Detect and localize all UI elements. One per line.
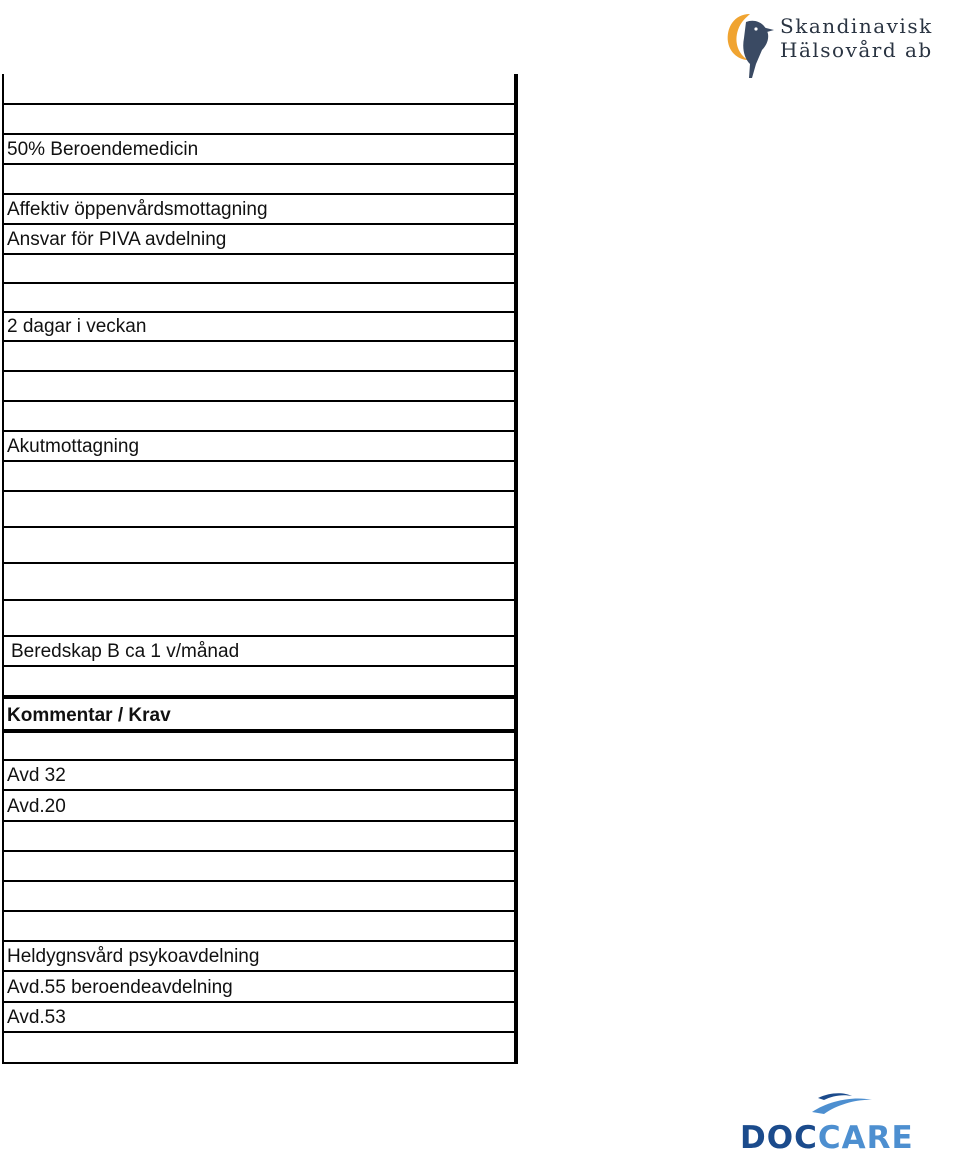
table-row	[2, 941, 518, 971]
table-row	[2, 371, 518, 401]
row-divider	[2, 223, 518, 225]
doc-care-logo	[740, 1090, 940, 1156]
row-text: Avd.20	[7, 796, 66, 817]
table-row	[2, 851, 518, 881]
table-row	[2, 224, 518, 254]
row-text: 2 dagar i veckan	[7, 316, 147, 337]
row-text: Affektiv öppenvårdsmottagning	[7, 199, 268, 220]
table-row	[2, 760, 518, 790]
table-row	[2, 971, 518, 1002]
row-text: 50% Beroendemedicin	[7, 139, 199, 160]
table-row	[2, 491, 518, 527]
row-divider	[2, 526, 518, 528]
row-divider	[2, 193, 518, 195]
table-row	[2, 881, 518, 911]
row-divider	[2, 759, 518, 761]
row-divider	[2, 430, 518, 432]
row-text: Heldygnsvård psykoavdelning	[7, 946, 260, 967]
table-row	[2, 636, 518, 666]
table-row	[2, 104, 518, 134]
skandinavisk-halsovard-logo	[722, 8, 954, 80]
table-row	[2, 730, 518, 760]
logo-doc-text: DOC	[740, 1120, 818, 1156]
table-row	[2, 312, 518, 341]
table-row	[2, 821, 518, 851]
row-text: Avd.53	[7, 1007, 66, 1028]
row-divider	[2, 400, 518, 402]
table-row	[2, 431, 518, 461]
row-text: Ansvar för PIVA avdelning	[7, 229, 227, 250]
row-divider	[2, 490, 518, 492]
bird-logo-icon	[722, 8, 778, 80]
row-divider	[2, 1001, 518, 1003]
content-column	[2, 74, 518, 1064]
table-row	[2, 194, 518, 224]
row-divider	[2, 695, 518, 699]
row-divider	[2, 880, 518, 882]
table-row	[2, 401, 518, 431]
table-row	[2, 283, 518, 312]
row-divider	[2, 340, 518, 342]
table-row	[2, 134, 518, 164]
row-divider	[2, 940, 518, 942]
row-divider	[2, 253, 518, 255]
row-divider	[2, 562, 518, 564]
table-row	[2, 254, 518, 283]
row-divider	[2, 133, 518, 135]
table-row	[2, 790, 518, 821]
table-row	[2, 600, 518, 636]
row-divider	[2, 910, 518, 912]
table-row	[2, 563, 518, 600]
row-text: Kommentar / Krav	[7, 705, 171, 726]
row-divider	[2, 163, 518, 165]
table-row	[2, 527, 518, 563]
row-text: Avd 32	[7, 765, 66, 786]
row-text: Akutmottagning	[7, 436, 140, 457]
table-row	[2, 164, 518, 194]
swoosh-icon	[740, 1090, 940, 1120]
table-row	[2, 74, 518, 104]
row-divider	[2, 460, 518, 462]
row-divider	[2, 729, 518, 733]
table-row	[2, 1032, 518, 1064]
table-row	[2, 666, 518, 696]
row-text: Avd.55 beroendeavdelning	[7, 977, 233, 998]
row-divider	[2, 1031, 518, 1033]
row-divider	[2, 635, 518, 637]
table-row	[2, 341, 518, 371]
logo-line2: Hälsovård ab	[780, 38, 933, 62]
bottom-border	[2, 1062, 518, 1064]
row-divider	[2, 370, 518, 372]
row-divider	[2, 311, 518, 313]
row-divider	[2, 850, 518, 852]
logo-line1: Skandinavisk	[780, 14, 933, 38]
row-divider	[2, 970, 518, 972]
table-row	[2, 911, 518, 941]
row-divider	[2, 665, 518, 667]
row-divider	[2, 282, 518, 284]
row-divider	[2, 789, 518, 791]
row-divider	[2, 820, 518, 822]
row-divider	[2, 599, 518, 601]
table-row	[2, 461, 518, 491]
row-text: Beredskap B ca 1 v/månad	[11, 641, 240, 662]
table-row	[2, 1002, 518, 1032]
logo-care-text: CARE	[817, 1120, 914, 1156]
row-divider	[2, 103, 518, 105]
table-row	[2, 696, 518, 730]
